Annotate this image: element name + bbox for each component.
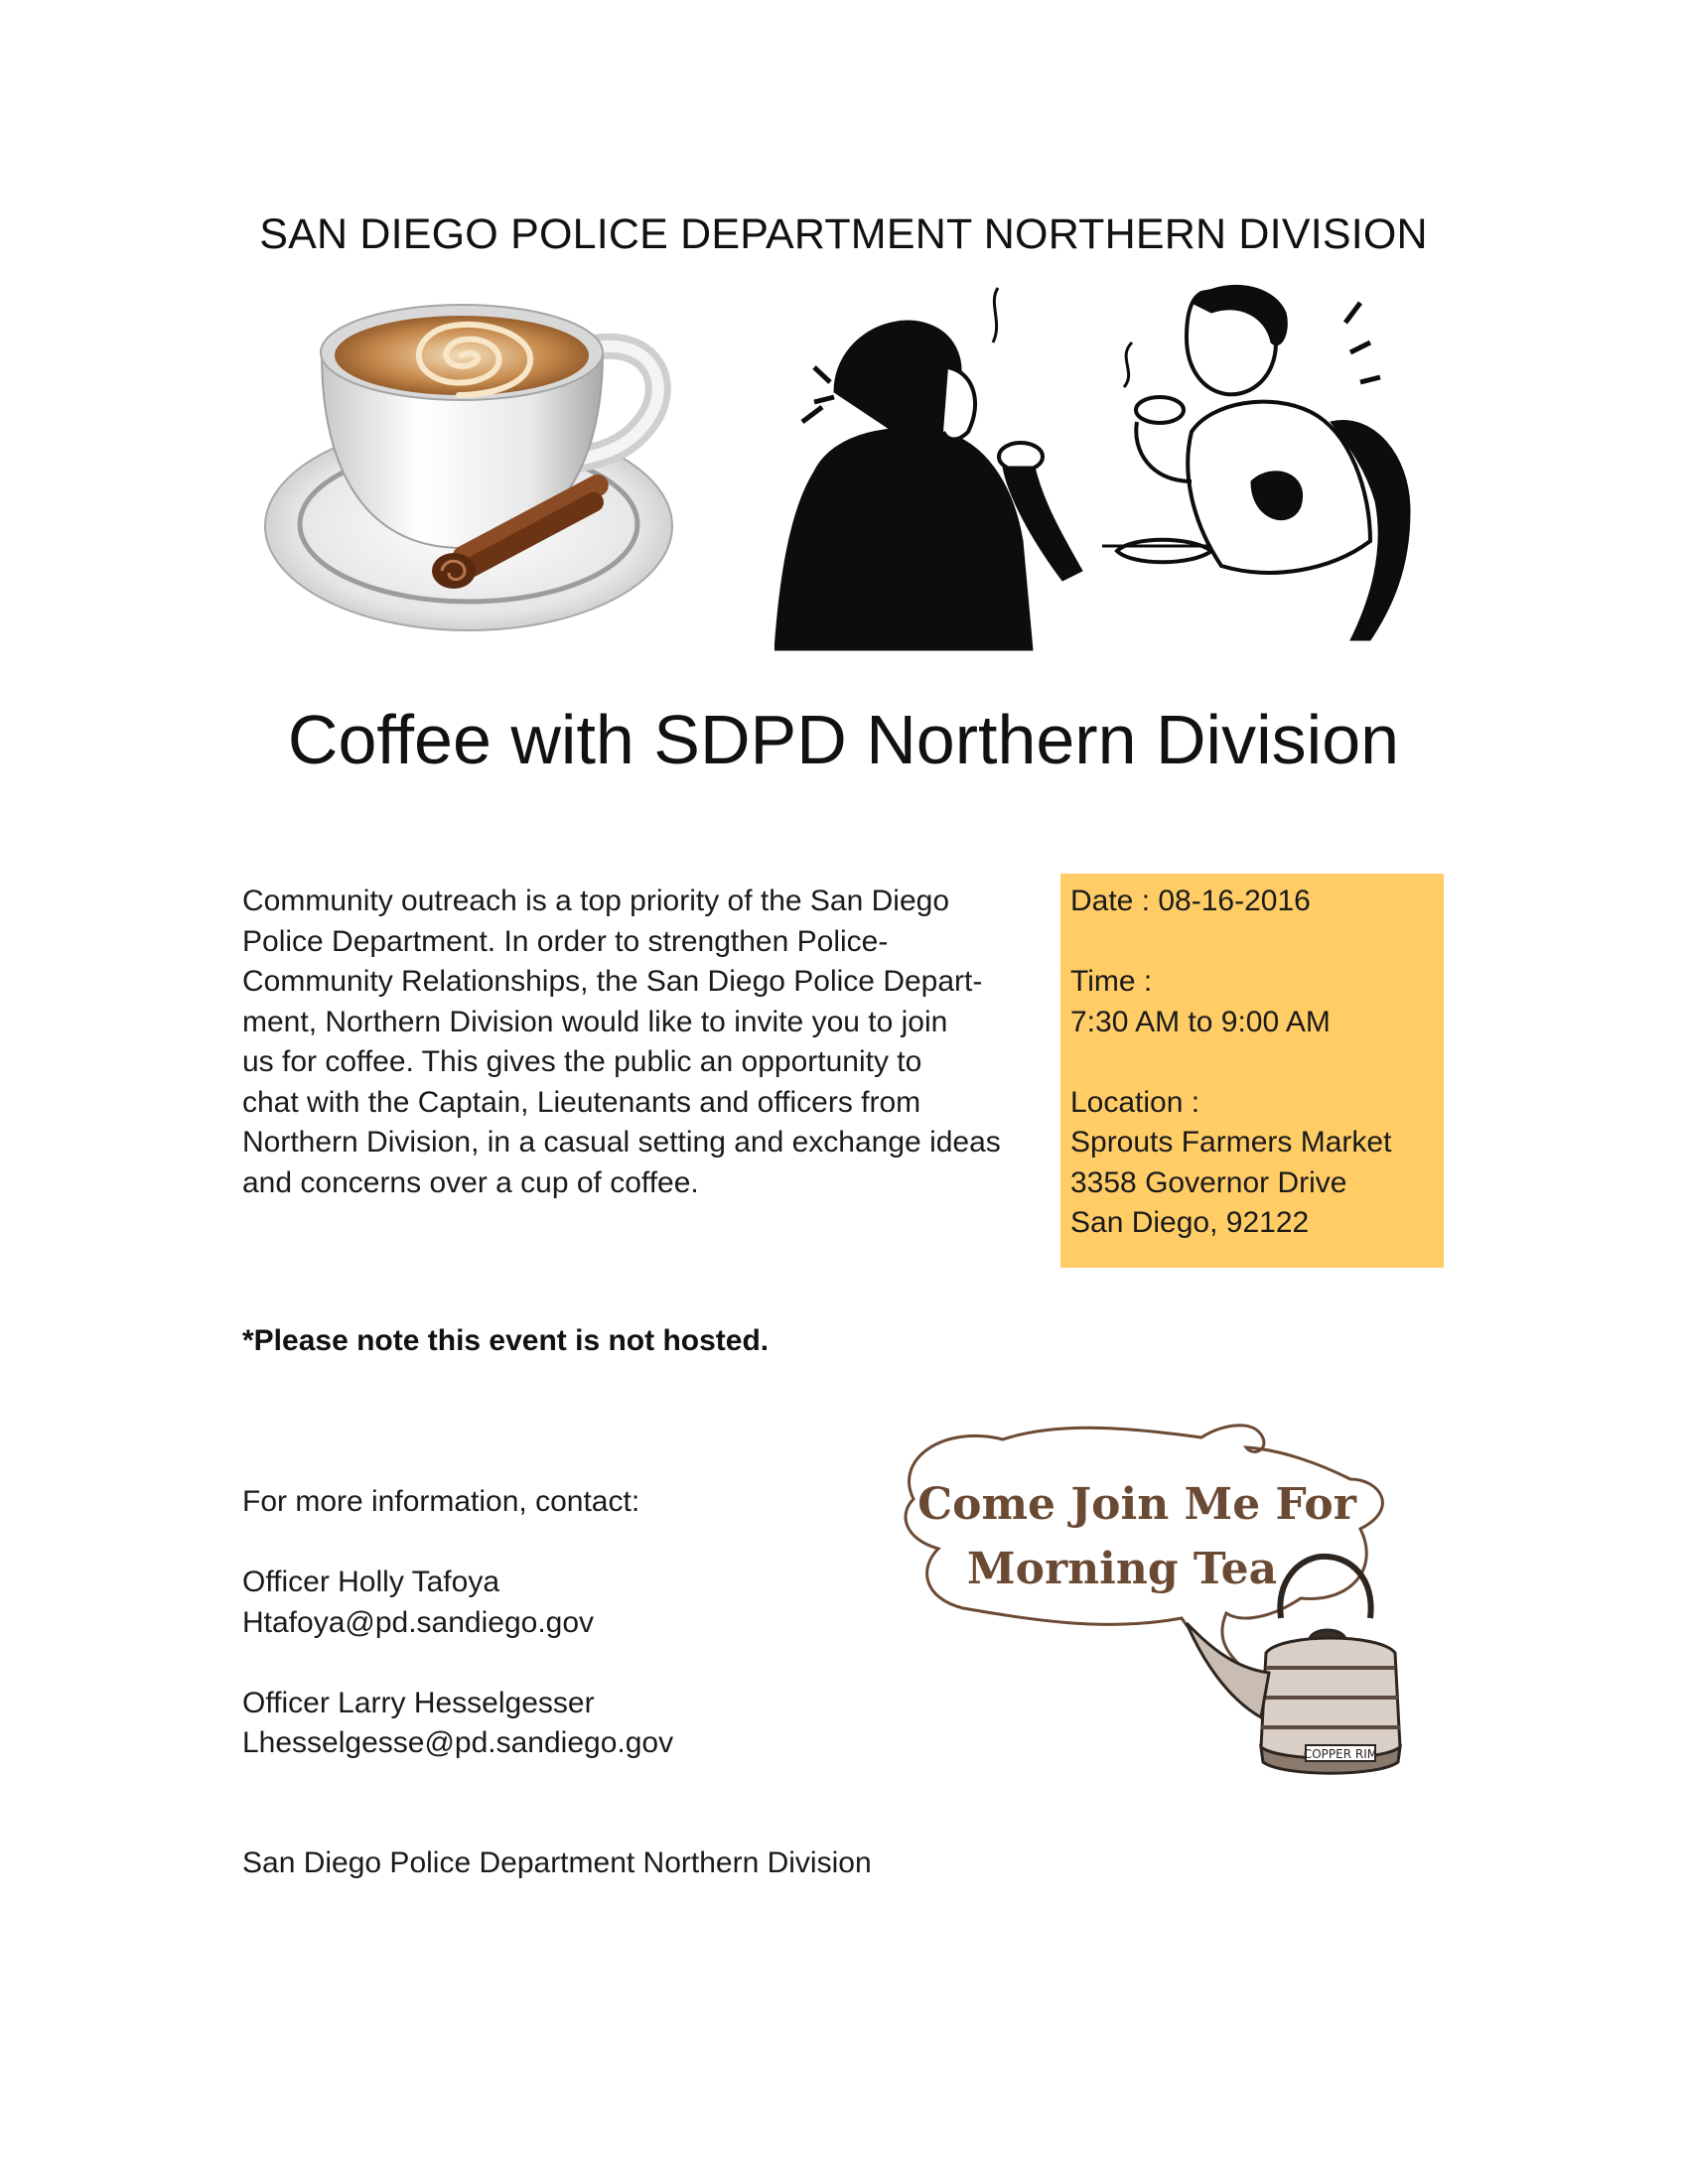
retro-couple-drinking-coffee-icon: [774, 283, 1430, 660]
description-line: chat with the Captain, Lieutenants and officers from: [242, 1085, 921, 1119]
contact-intro: For more information, contact:: [242, 1485, 640, 1518]
officer-name: Officer Larry Hesselgesser: [242, 1686, 595, 1719]
officer-email: Lhesselgesse@pd.sandiego.gov: [242, 1726, 674, 1759]
event-location-label: Location :: [1070, 1085, 1200, 1119]
kettle-icon: [884, 1420, 1470, 1797]
event-note: *Please note this event is not hosted.: [242, 1324, 770, 1357]
event-time-label: Time :: [1070, 965, 1153, 998]
bubble-line-2: Morning Tea: [966, 1544, 1278, 1594]
spacer: [242, 1643, 673, 1684]
event-location-city: San Diego, 92122: [1070, 1206, 1310, 1239]
event-location-street: 3358 Governor Drive: [1070, 1165, 1347, 1199]
event-date: Date : 08-16-2016: [1070, 885, 1311, 917]
event-location-name: Sprouts Farmers Market: [1070, 1126, 1392, 1159]
spacer: [1070, 922, 1434, 963]
bubble-line-1: Come Join Me For: [917, 1479, 1356, 1530]
spacer: [1070, 1042, 1434, 1083]
event-title: Coffee with SDPD Northern Division: [287, 701, 1400, 778]
footer-organization: San Diego Police Department Northern Division: [242, 1846, 872, 1879]
description-line: Police Department. In order to strengthen Police-: [242, 924, 889, 958]
officer-email: Htafoya@pd.sandiego.gov: [242, 1605, 595, 1639]
spacer: [242, 1523, 673, 1564]
description-line: Community outreach is a top priority of the San Diego: [242, 885, 950, 917]
description-line: us for coffee. This gives the public an opportunity to: [242, 1045, 922, 1078]
page-header-title: SAN DIEGO POLICE DEPARTMENT NORTHERN DIVISION: [259, 210, 1428, 258]
event-description: [242, 882, 1017, 1203]
description-line: Community Relationships, the San Diego Police Depart-: [242, 965, 983, 998]
contact-block: [242, 1482, 673, 1764]
kettle-label: COPPER RIM: [1303, 1747, 1378, 1761]
event-details-box: [1060, 874, 1444, 1268]
description-line: and concerns over a cup of coffee.: [242, 1165, 699, 1199]
description-line: Northern Division, in a casual setting and exchange ideas: [242, 1126, 1001, 1159]
event-time-value: 7:30 AM to 9:00 AM: [1070, 1005, 1331, 1038]
coffee-cup-icon: [260, 298, 697, 645]
description-line: ment, Northern Division would like to invite you to join: [242, 1005, 948, 1038]
officer-name: Officer Holly Tafoya: [242, 1566, 499, 1598]
